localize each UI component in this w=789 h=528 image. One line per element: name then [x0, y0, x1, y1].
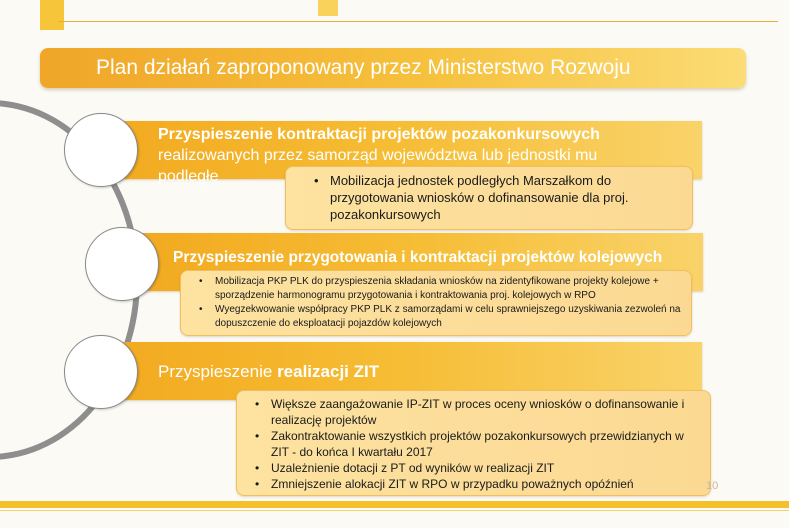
title-banner	[40, 48, 746, 88]
item-3-heading	[158, 362, 379, 382]
slide-title: Plan działań zaproponowany przez Ministerstwo Rozwoju	[96, 56, 631, 79]
item-3-bullet-3: • Uzależnienie dotacji z PT od wyników w realizacji ZIT	[249, 460, 704, 476]
item-3-bullet-1: • Większe zaangażowanie IP-ZIT w proces oceny wniosków o dofinansowanie i realizację projektów	[249, 396, 704, 428]
item-3-heading-bold: realizacji ZIT	[277, 362, 380, 381]
item-1-heading-bold: Przyspieszenie kontraktacji projektów pozakonkursowych	[158, 126, 600, 143]
item-2-callout	[180, 270, 692, 336]
item-1-circle	[64, 113, 138, 187]
top-decor-block-2	[318, 0, 338, 16]
item-1-heading-line2: realizowanych przez samorząd województwa lub jednostki mu	[158, 147, 598, 164]
top-decor-block-1	[40, 0, 64, 30]
top-divider	[58, 21, 778, 22]
item-1-callout	[285, 166, 693, 230]
item-3-heading-normal: Przyspieszenie	[158, 362, 278, 381]
item-2-bullet-1: • Mobilizacja PKP PLK do przyspieszenia składania wniosków na zidentyfikowane projekty kolejowe + sporządzenie harmonogramu przygotowania i kontraktowania proj. kolejowych w RPO	[193, 275, 683, 303]
item-2-circle	[85, 227, 159, 301]
item-1-heading-line3: podległe	[158, 168, 219, 185]
item-3-circle	[64, 335, 138, 409]
bottom-stripe-thin	[0, 510, 789, 511]
item-2-heading-bold: Przyspieszenie przygotowania i kontraktacji projektów kolejowych	[173, 249, 663, 266]
bottom-stripe	[0, 501, 789, 508]
item-3-bullet-4: • Zmniejszenie alokacji ZIT w RPO w przypadku poważnych opóźnień	[249, 476, 704, 492]
item-3-bullet-2: • Zakontraktowanie wszystkich projektów pozakonkursowych przewidzianych w ZIT - do końca I kwartału 2017	[249, 428, 704, 460]
item-2-bullet-2: • Wyegzekwowanie współpracy PKP PLK z samorządami w celu sprawniejszego uzyskiwania zezwoleń na dopuszczenie do eksploatacji pojazdów kolejowych	[193, 303, 683, 331]
page-number: 10	[706, 480, 719, 492]
item-1-bullet-1: • Mobilizacja jednostek podległych Marszałkom do przygotowania wniosków o dofinansowanie dla proj. pozakonkursowych	[308, 172, 668, 223]
item-3-callout	[236, 390, 711, 496]
